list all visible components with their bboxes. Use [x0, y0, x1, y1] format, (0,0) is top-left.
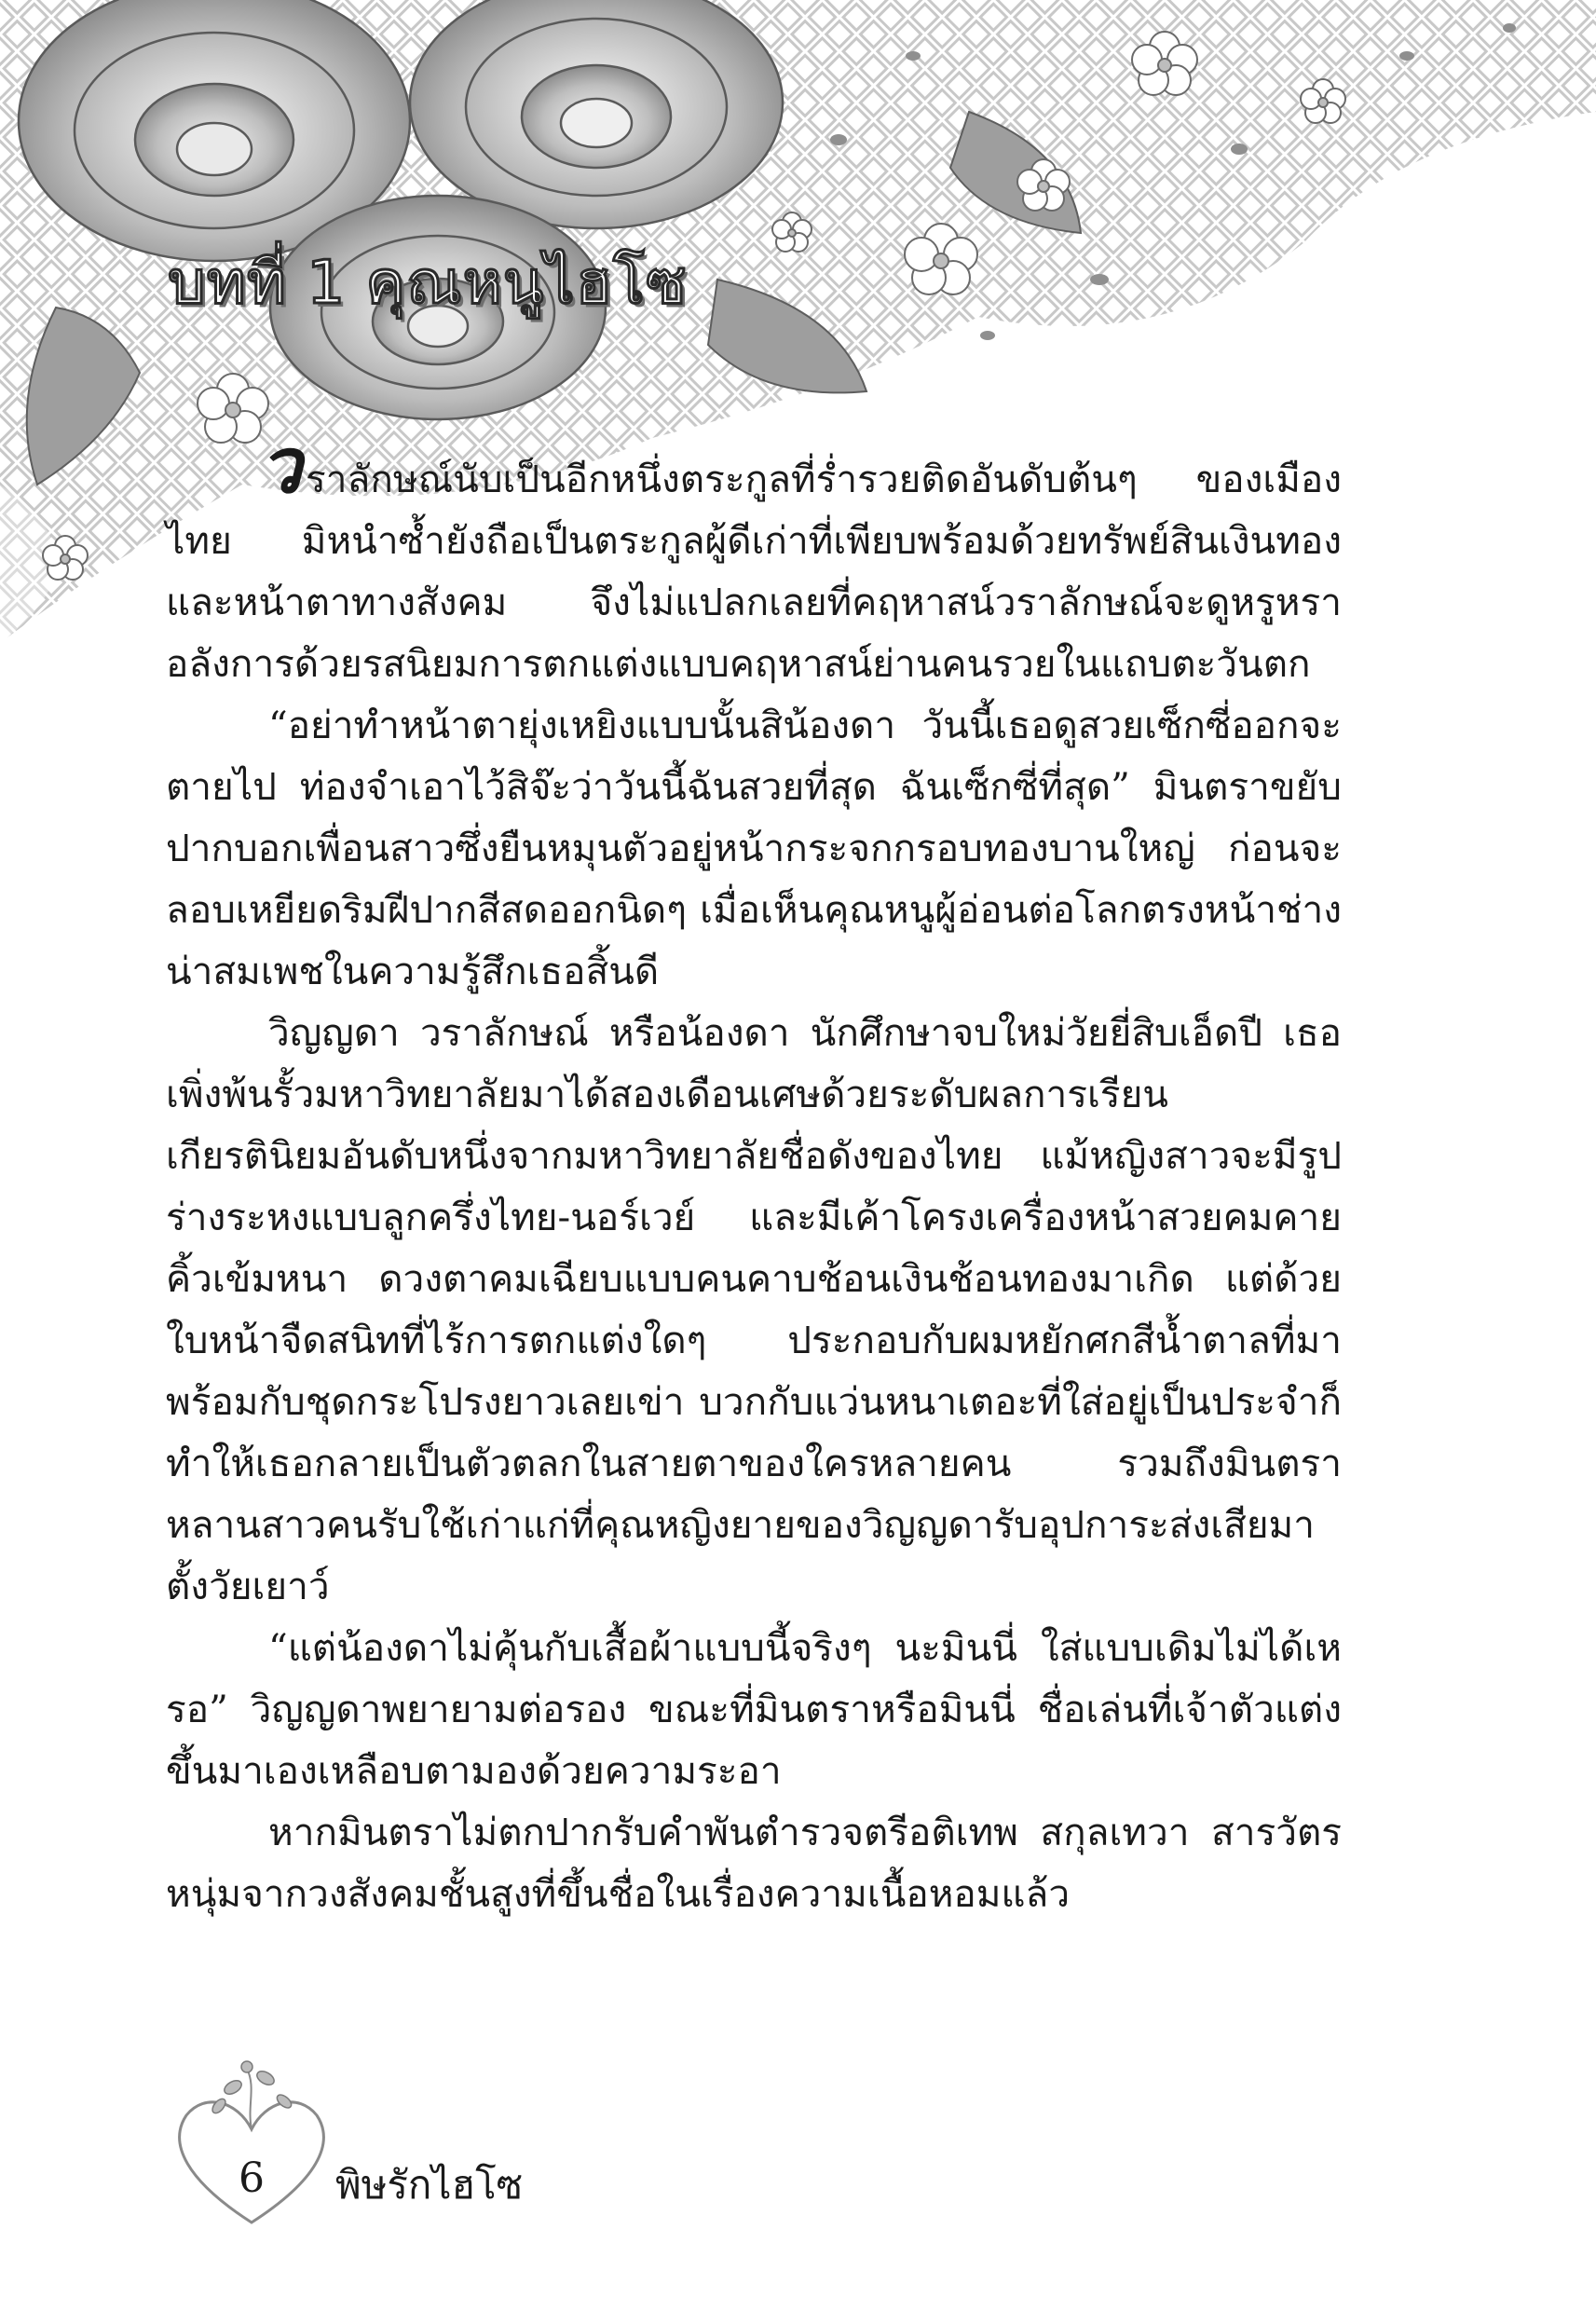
paragraph-1: [166, 421, 1342, 694]
paragraph-2: “อย่าทำหน้าตายุ่งเหยิงแบบนั้นสิน้องดา วันนี้เธอดูสวยเซ็กซี่ออกจะตายไป ท่องจำเอาไว้สิจ๊ะว่าวันนี้ฉันสวยที่สุด ฉันเซ็กซี่ที่สุด” มินตราขยับปากบอกเพื่อนสาวซึ่งยืนหมุนตัวอยู่หน้ากระจกกรอบทองบานใหญ่ ก่อนจะลอบเหยียดริมฝีปากสีสดออกนิดๆ เมื่อเห็นคุณหนูผู้อ่อนต่อโลกตรงหน้าช่างน่าสมเพชในความรู้สึกเธอสิ้นดี: [166, 703, 1342, 993]
heart-vine-ornament: [158, 2050, 345, 2236]
paragraph-3: วิญญดา วราลักษณ์ หรือน้องดา นักศึกษาจบใหม่วัยยี่สิบเอ็ดปี เธอเพิ่งพ้นรั้วมหาวิทยาลัยมาได้สองเดือนเศษด้วยระดับผลการเรียนเกียรตินิยมอันดับหนึ่งจากมหาวิทยาลัยชื่อดังของไทย แม้หญิงสาวจะมีรูปร่างระหงแบบลูกครึ่งไทย-นอร์เวย์ และมีเค้าโครงเครื่องหน้าสวยคมคาย คิ้วเข้มหนา ดวงตาคมเฉียบแบบคนคาบช้อนเงินช้อนทองมาเกิด แต่ด้วยใบหน้าจืดสนิทที่ไร้การตกแต่งใดๆ ประกอบกับผมหยักศกสีน้ำตาลที่มาพร้อมกับชุดกระโปรงยาวเลยเข่า บวกกับแว่นหนาเตอะที่ใส่อยู่เป็นประจำก็ทำให้เธอกลายเป็นตัวตลกในสายตาของใครหลายคน รวมถึงมินตรา หลานสาวคนรับใช้เก่าแก่ที่คุณหญิงยายของวิญญดารับอุปการะส่งเสียมาตั้งวัยเยาว์: [166, 1010, 1342, 1608]
page-footer: [158, 2050, 717, 2236]
paragraph-1-text: ราลักษณ์นับเป็นอีกหนึ่งตระกูลที่ร่ำรวยติดอันดับต้นๆ ของเมืองไทย มิหนำซ้ำยังถือเป็นตระกูลผู้ดีเก่าที่เพียบพร้อมด้วยทรัพย์สินเงินทองและหน้าตาทางสังคม จึงไม่แปลกเลยที่คฤหาสน์วราลักษณ์จะดูหรูหราอลังการด้วยรสนิยมการตกแต่งแบบคฤหาสน์ย่านคนรวยในแถบตะวันตก: [166, 457, 1342, 686]
book-title: พิษรักไฮโซ: [335, 2162, 524, 2208]
paragraph-4: “แต่น้องดาไม่คุ้นกับเสื้อผ้าแบบนี้จริงๆ นะมินนี่ ใส่แบบเดิมไม่ได้เหรอ” วิญญดาพยายามต่อรอง ขณะที่มินตราหรือมินนี่ ชื่อเล่นที่เจ้าตัวแต่งขึ้นมาเองเหลือบตามองด้วยความระอา: [166, 1625, 1342, 1793]
chapter-body: [166, 421, 1342, 1924]
chapter-title: บทที่ 1 คุณหนูไฮโซ: [168, 249, 688, 318]
paragraph-5: หากมินตราไม่ตกปากรับคำพันตำรวจตรีอติเทพ สกุลเทวา สารวัตรหนุ่มจากวงสังคมชั้นสูงที่ขึ้นชื่อในเรื่องความเนื้อหอมแล้ว: [166, 1810, 1342, 1916]
drop-cap: ว: [259, 421, 303, 511]
page-number: 6: [239, 2154, 265, 2202]
